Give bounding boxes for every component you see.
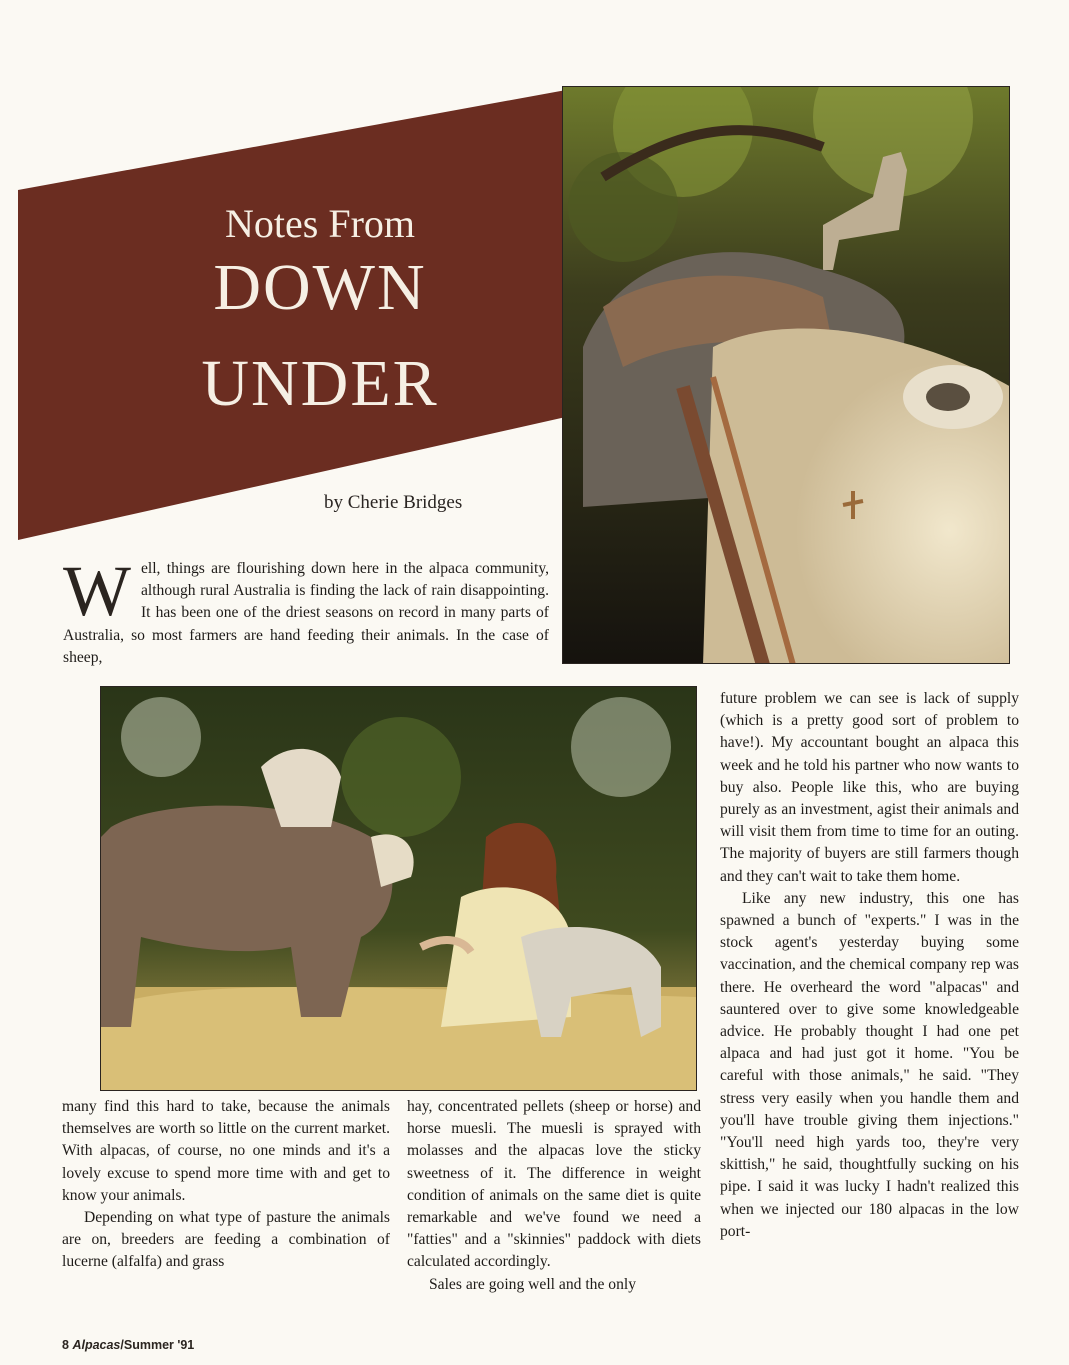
paragraph: hay, concentrated pellets (sheep or horse) and horse muesli. The muesli is sprayed with molasses and the alpacas love the sticky sweetness of it. The difference in weight condition of animals on the same diet is quite remarkable and we've found we need a "fatties" and a "skinnies" paddock with diets calculated accordingly. xyxy=(407,1098,701,1271)
page-footer xyxy=(62,1338,194,1352)
headline-down: DOWN xyxy=(213,251,427,324)
article-column-1 xyxy=(62,1096,390,1274)
drop-cap: W xyxy=(63,551,131,631)
headline-under: UNDER xyxy=(201,347,439,420)
paragraph: many find this hard to take, because the animals themselves are worth so little on the current market. With alpacas, of course, no one minds and it's a lovely excuse to spend more time with and get to know your animals. xyxy=(62,1098,390,1204)
paragraph: Sales are going well and the only xyxy=(429,1275,636,1293)
paragraph: Like any new industry, this one has spawned a bunch of "experts." I was in the stock agent's yesterday buying some vaccination, and the chemical company rep was there. He overheard the word "alpacas" and sauntered over to give some knowledgeable advice. He probably thought I had one pet alpaca and had just got it home. "You be careful with those animals," he said. "They stress very easily when you handle them and you'll have trouble giving them injections." "You'll need high yards too, they're very skittish," he said, thoughtfully sucking on his pipe. I said it was lucky I hadn't realized this when we injected our 180 alpacas in the low port- xyxy=(720,889,1019,1240)
intro-paragraph xyxy=(63,551,549,669)
alpaca-pack-photo xyxy=(562,86,1010,664)
paragraph: future problem we can see is lack of supply (which is a pretty good sort of problem to have!). My accountant bought an alpaca this week and he told his partner who now wants to buy also. People like this, who are buying purely as an investment, agist their animals and will visit them from time to time for an outing. The majority of buyers are still farmers though and they can't wait to take them home. xyxy=(720,690,1019,885)
headline-notes-from: Notes From xyxy=(225,201,415,246)
article-column-3 xyxy=(720,688,1019,1243)
byline: by Cherie Bridges xyxy=(324,492,463,513)
paragraph: Depending on what type of pasture the animals are on, breeders are feeding a combination of lucerne (alfalfa) and grass xyxy=(62,1209,390,1271)
alpacas-feeding-photo xyxy=(100,686,697,1091)
article-column-2 xyxy=(407,1096,701,1296)
intro-text: ell, things are flourishing down here in the alpaca community, although rural Australia is finding the lack of rain disappointing. It has been one of the driest seasons on record in many parts of Australia, so most farmers are hand feeding their animals. In the case of sheep, xyxy=(63,560,549,666)
page-number: 8 xyxy=(62,1338,69,1352)
issue-label: /Summer '91 xyxy=(120,1338,195,1352)
magazine-name: Alpacas xyxy=(72,1338,121,1352)
